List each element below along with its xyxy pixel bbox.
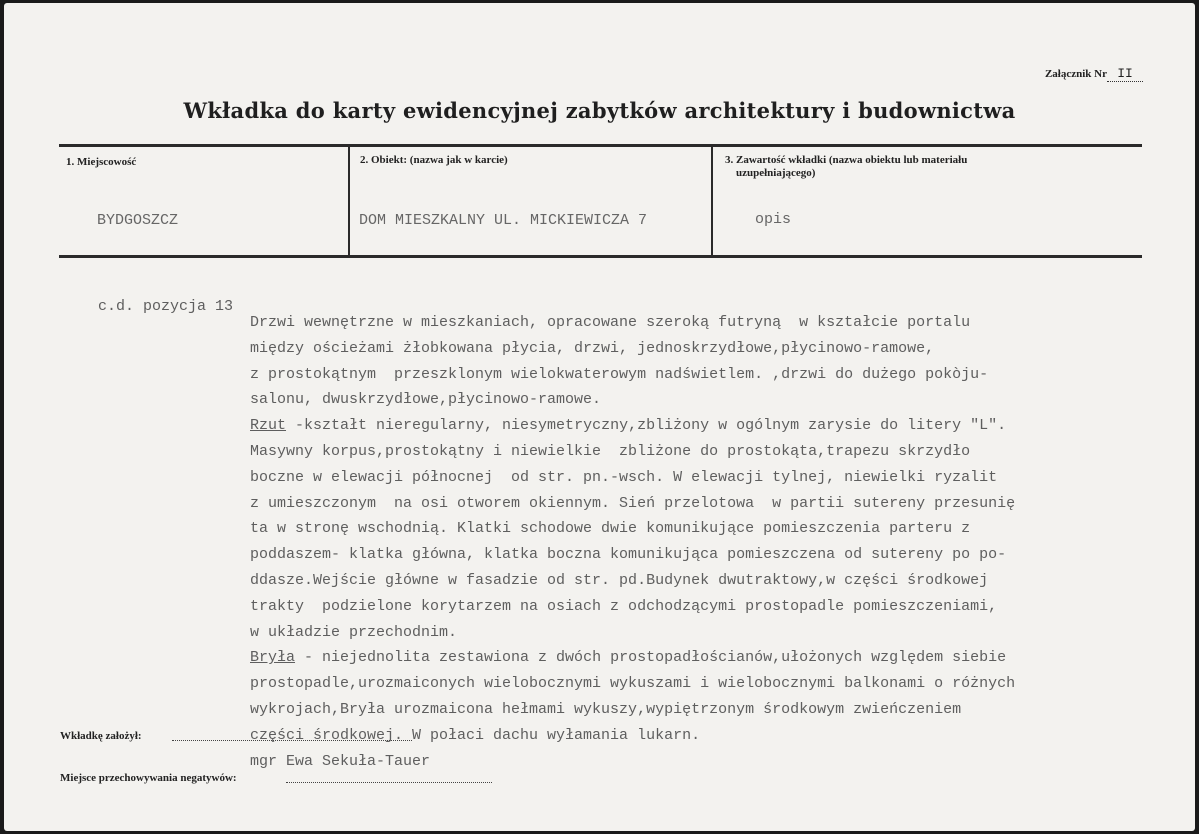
text-line: wykrojach,Bryła urozmaicona hełmami wykuszy,wypiętrzonym środkowym zwieńczeniem bbox=[250, 700, 962, 718]
field-value-locality: BYDGOSZCZ bbox=[97, 212, 179, 229]
annex-number bbox=[1045, 66, 1143, 82]
text-line: między ościeżami żłobkowana płycia, drzwi, jednoskrzydłowe,płycinowo-ramowe, bbox=[250, 339, 935, 357]
position-note: c.d. pozycja 13 bbox=[98, 298, 234, 315]
author-signature: mgr Ewa Sekuła-Tauer bbox=[250, 752, 431, 770]
storage-label: Miejsce przechowywania negatywów: bbox=[60, 772, 237, 784]
text-line: ddasze.Wejście główne w fasadzie od str. pd.Budynek dwutraktowy,w części środkowej bbox=[250, 571, 989, 589]
text-line: Bryła - niejednolita zestawiona z dwóch prostopadłościanów,ułożonych względem siebie bbox=[250, 649, 1007, 667]
text-line: w układzie przechodnim. bbox=[250, 623, 458, 641]
header-bottom-rule bbox=[59, 255, 1142, 258]
form-title: Wkładka do karty ewidencyjnej zabytków architektury i budownictwa bbox=[183, 98, 1016, 123]
text-line: części środkowej. W połaci dachu wyłamania lukarn. bbox=[250, 726, 701, 744]
text-line: boczne w elewacji północnej od str. pn.-wsch. W elewacji tylnej, niewielki ryzalit bbox=[250, 468, 998, 486]
header-top-rule bbox=[59, 144, 1142, 147]
description-text bbox=[250, 310, 1015, 774]
field-label-contents-line2: uzupełniającego) bbox=[736, 167, 816, 179]
text-line: z prostokątnym przeszklonym wielokwaterowym nadświetlem. ,drzwi do dużego pokòju- bbox=[250, 365, 989, 383]
text-line: ta w stronę wschodnią. Klatki schodowe dwie komunikujące pomieszczenia parteru z bbox=[250, 520, 971, 538]
header-divider-2 bbox=[711, 146, 713, 256]
field-label-locality: 1. Miejscowość bbox=[66, 156, 137, 168]
field-label-contents-line1: 3. Zawartość wkładki (nazwa obiektu lub materiału bbox=[725, 154, 968, 166]
text-line: Drzwi wewnętrzne w mieszkaniach, opracowane szeroką futryną w kształcie portalu bbox=[250, 314, 971, 331]
field-label-contents bbox=[725, 154, 967, 180]
annex-value: II bbox=[1107, 66, 1143, 82]
field-value-object: DOM MIESZKALNY UL. MICKIEWICZA 7 bbox=[359, 212, 648, 229]
header-divider-1 bbox=[348, 146, 350, 256]
section-heading-plan: Rzut bbox=[250, 417, 287, 435]
text-line: prostopadle,urozmaiconych wielobocznymi wykuszami i wielobocznymi balkonami o różnych bbox=[250, 675, 1016, 693]
author-label: Wkładkę założył: bbox=[60, 730, 142, 742]
text-line: poddaszem- klatka główna, klatka boczna komunikująca pomieszczena od sutereny po po- bbox=[250, 546, 1007, 564]
text-line: trakty podzielone korytarzem na osiach z odchodzącymi prostopadle pomieszczeniami, bbox=[250, 597, 998, 615]
section-heading-massing: Bryła bbox=[250, 649, 296, 667]
author-dotted-line bbox=[172, 739, 412, 741]
field-value-contents: opis bbox=[755, 211, 792, 228]
text-line: Masywny korpus,prostokątny i niewielkie zbliżone do prostokąta,trapezu skrzydło bbox=[250, 442, 971, 460]
storage-dotted-line bbox=[286, 781, 492, 783]
field-label-object: 2. Obiekt: (nazwa jak w karcie) bbox=[360, 154, 508, 166]
text-line: salonu, dwuskrzydłowe,płycinowo-ramowe. bbox=[250, 391, 602, 409]
text-line: Rzut -kształt nieregularny, niesymetryczny,zbliżony w ogólnym zarysie do litery "L". bbox=[250, 417, 1007, 435]
annex-label: Załącznik Nr bbox=[1044, 68, 1107, 80]
text-line: z umieszczonym na osi otworem okiennym. Sień przelotowa w partii sutereny przesunię bbox=[250, 494, 1016, 512]
